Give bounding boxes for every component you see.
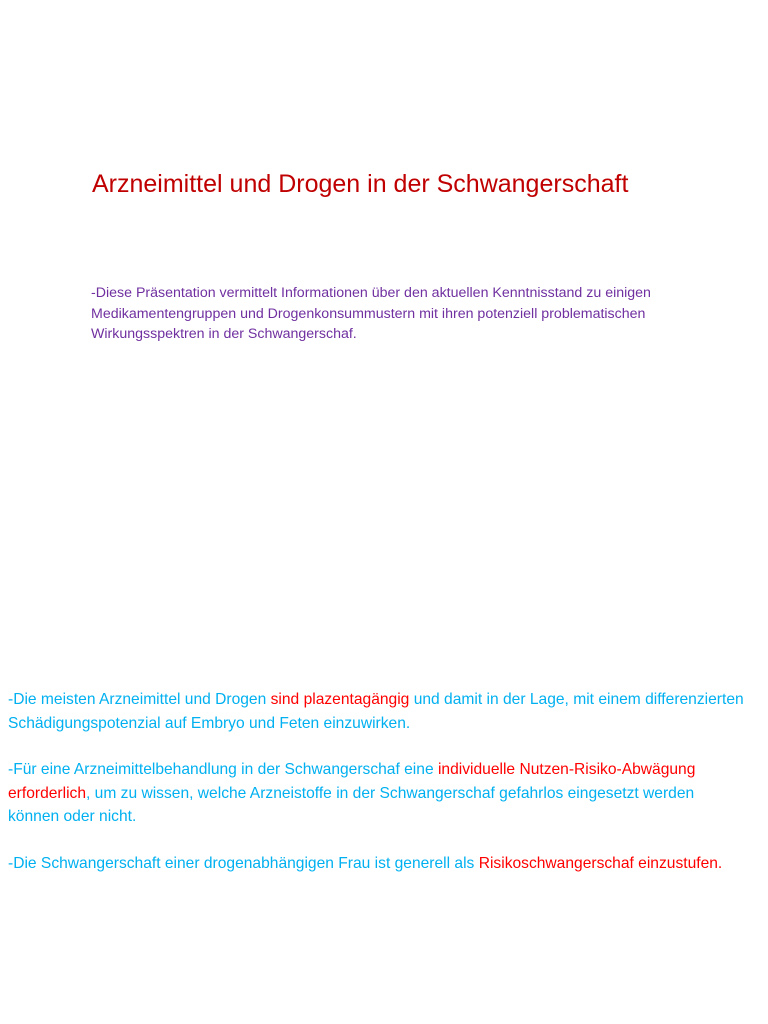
bullet-highlight: sind plazentagängig: [270, 691, 410, 708]
bullet-highlight: individuelle Nutzen-Risiko-Abwägung erforderlich: [8, 761, 696, 802]
bullet-text: -Die Schwangerschaft einer drogenabhängigen Frau ist generell als: [8, 854, 479, 872]
bullet-item: [8, 688, 748, 735]
bullet-item: [8, 852, 748, 876]
intro-paragraph: -Diese Präsentation vermittelt Informationen über den aktuellen Kenntnisstand zu einigen Medikamentengruppen und Drogenkonsummustern mit ihren potenziell problematischen Wirkungsspektren in der Schwangerschaf.: [91, 285, 651, 342]
slide-title: Arzneimittel und Drogen in der Schwangerschaft: [92, 170, 629, 198]
bullet-item: [8, 758, 748, 829]
bullet-highlight: Risikoschwangerschaf einzustufen.: [478, 854, 723, 872]
bullet-text: -Die meisten Arzneimittel und Drogen: [8, 691, 271, 708]
bullet-text: , um zu wissen, welche Arzneistoffe in der Schwangerschaf gefahrlos eingesetzt werden können oder nicht.: [8, 784, 695, 825]
bullet-text: und damit in der Lage, mit einem differenzierten Schädigungspotenzial auf Embryo und Feten einzuwirken.: [8, 691, 744, 732]
bullet-text: -Für eine Arzneimittelbehandlung in der Schwangerschaf eine: [8, 761, 438, 778]
bullet-list: [8, 688, 748, 898]
